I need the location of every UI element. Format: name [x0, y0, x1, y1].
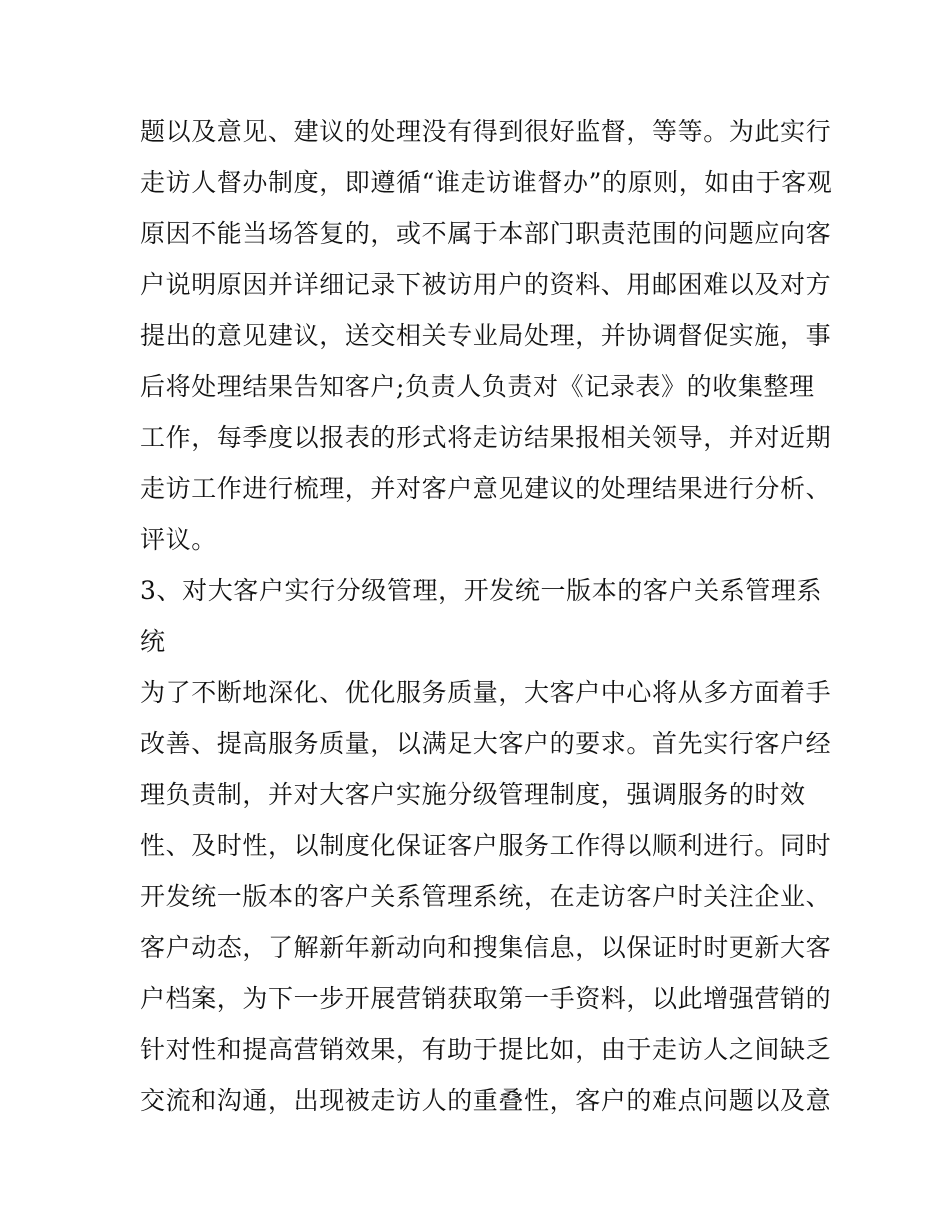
- text-line: 性、及时性，以制度化保证客户服务工作得以顺利进行。同时: [140, 831, 832, 860]
- text-line: 理负责制，并对大客户实施分级管理制度，强调服务的时效: [140, 780, 806, 809]
- text-line: 为了不断地深化、优化服务质量，大客户中心将从多方面着手: [140, 678, 832, 707]
- text-line: 改善、提高服务质量，以满足大客户的要求。首先实行客户经: [140, 729, 832, 758]
- text-line: 题以及意见、建议的处理没有得到很好监督，等等。为此实行: [140, 117, 832, 146]
- text-line: 客户动态，了解新年新动向和搜集信息，以保证时时更新大客: [140, 933, 832, 962]
- text-line: 评议。: [140, 525, 217, 554]
- text-line: 提出的意见建议，送交相关专业局处理，并协调督促实施，事: [140, 321, 832, 350]
- section-heading: 统: [140, 627, 166, 656]
- text-line: 针对性和提高营销效果，有助于提比如，由于走访人之间缺乏: [140, 1035, 832, 1064]
- text-line: 工作，每季度以报表的形式将走访结果报相关领导，并对近期: [140, 423, 832, 452]
- section-heading: 3、对大客户实行分级管理，开发统一版本的客户关系管理系: [140, 576, 823, 605]
- text-line: 户档案，为下一步开展营销获取第一手资料，以此增强营销的: [140, 984, 832, 1013]
- text-line: 走访人督办制度，即遵循“谁走访谁督办”的原则，如由于客观: [140, 168, 833, 197]
- text-line: 走访工作进行梳理，并对客户意见建议的处理结果进行分析、: [140, 474, 832, 503]
- text-line: 户说明原因并详细记录下被访用户的资料、用邮困难以及对方: [140, 270, 832, 299]
- text-line: 交流和沟通，出现被走访人的重叠性，客户的难点问题以及意: [140, 1086, 832, 1115]
- text-line: 开发统一版本的客户关系管理系统，在走访客户时关注企业、: [140, 882, 832, 911]
- body-text: [140, 106, 833, 1126]
- text-line: 原因不能当场答复的，或不属于本部门职责范围的问题应向客: [140, 219, 832, 248]
- text-line: 后将处理结果告知客户;负责人负责对《记录表》的收集整理: [140, 372, 815, 401]
